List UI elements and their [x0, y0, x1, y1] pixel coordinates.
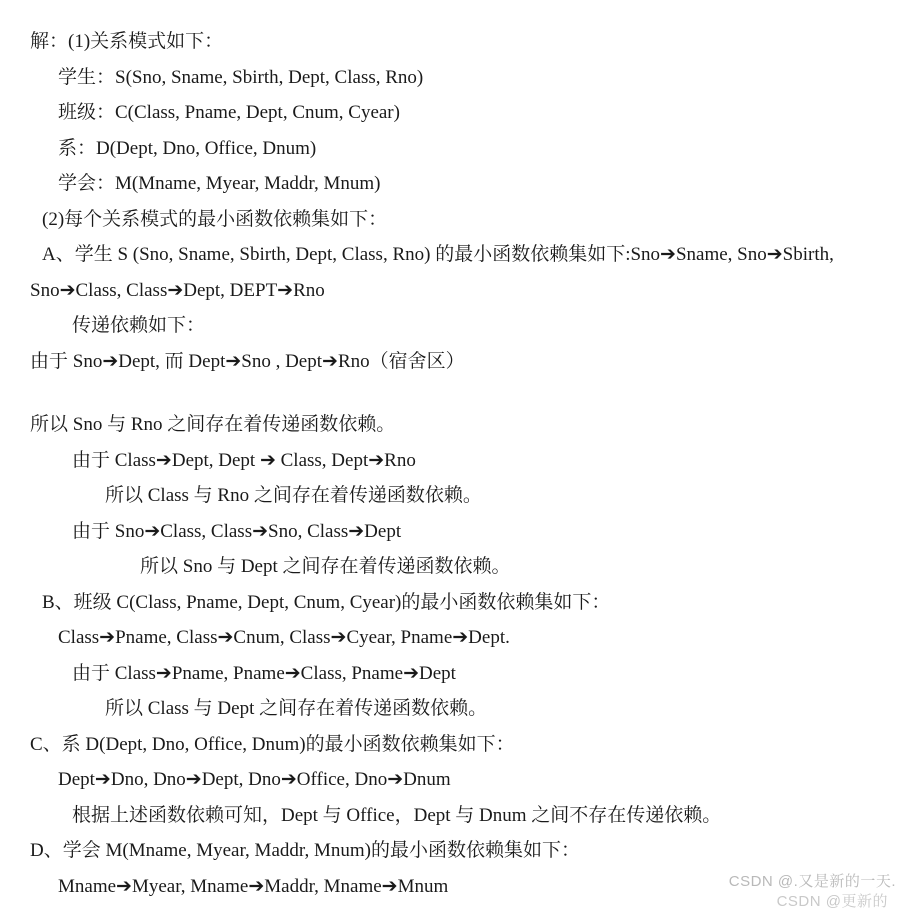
watermark: CSDN @.又是新的一天.: [728, 873, 896, 890]
document-line: 由于 Class➔Dept, Dept ➔ Class, Dept➔Rno: [72, 449, 416, 471]
document-line: 根据上述函数依赖可知，Dept 与 Office，Dept 与 Dnum 之间不存在传递依赖。: [72, 804, 722, 826]
document-line: 由于 Sno➔Class, Class➔Sno, Class➔Dept: [72, 520, 402, 542]
document-line: 传递依赖如下：: [72, 315, 206, 336]
document-line: 所以 Sno 与 Dept 之间存在着传递函数依赖。: [140, 556, 511, 577]
document-line: 班级：C(Class, Pname, Dept, Cnum, Cyear): [58, 102, 400, 123]
document-line: Sno➔Class, Class➔Dept, DEPT➔Rno: [30, 279, 325, 301]
document-line: 所以 Class 与 Dept 之间存在着传递函数依赖。: [105, 698, 488, 719]
document-line: 由于 Class➔Pname, Pname➔Class, Pname➔Dept: [72, 662, 456, 684]
document-line: 学生：S(Sno, Sname, Sbirth, Dept, Class, Rno): [58, 66, 424, 88]
document-line: Mname➔Myear, Mname➔Maddr, Mname➔Mnum: [58, 875, 449, 897]
document-line: 由于 Sno➔Dept, 而 Dept➔Sno , Dept➔Rno（宿舍区）: [30, 350, 465, 372]
top-spacer: [0, 0, 910, 24]
watermark-partial: CSDN @更新的: [776, 893, 888, 910]
document-line: C、系 D(Dept, Dno, Office, Dnum)的最小函数依赖集如下：: [30, 733, 515, 755]
document-line: 所以 Class 与 Rno 之间存在着传递函数依赖。: [105, 485, 482, 506]
document-line: D、学会 M(Mname, Myear, Maddr, Mnum)的最小函数依赖集如下：: [30, 840, 580, 861]
document-line: 系：D(Dept, Dno, Office, Dnum): [58, 137, 317, 159]
document-line: Dept➔Dno, Dno➔Dept, Dno➔Office, Dno➔Dnum: [58, 769, 451, 790]
document-line: (2)每个关系模式的最小函数依赖集如下：: [42, 208, 388, 230]
document-line: A、学生 S (Sno, Sname, Sbirth, Dept, Class, Rno) 的最小函数依赖集如下:Sno➔Sname, Sno➔Sbirth,: [42, 244, 834, 265]
document-line: 所以 Sno 与 Rno 之间存在着传递函数依赖。: [30, 414, 396, 435]
document-line: 解：(1)关系模式如下：: [30, 31, 224, 52]
document-line: Class➔Pname, Class➔Cnum, Class➔Cyear, Pname➔Dept.: [58, 627, 510, 648]
paragraph-spacer: [0, 379, 910, 407]
document-line: B、班级 C(Class, Pname, Dept, Cnum, Cyear)的最小函数依赖集如下：: [42, 591, 611, 613]
document-line: 学会：M(Mname, Myear, Maddr, Mnum): [58, 173, 381, 194]
